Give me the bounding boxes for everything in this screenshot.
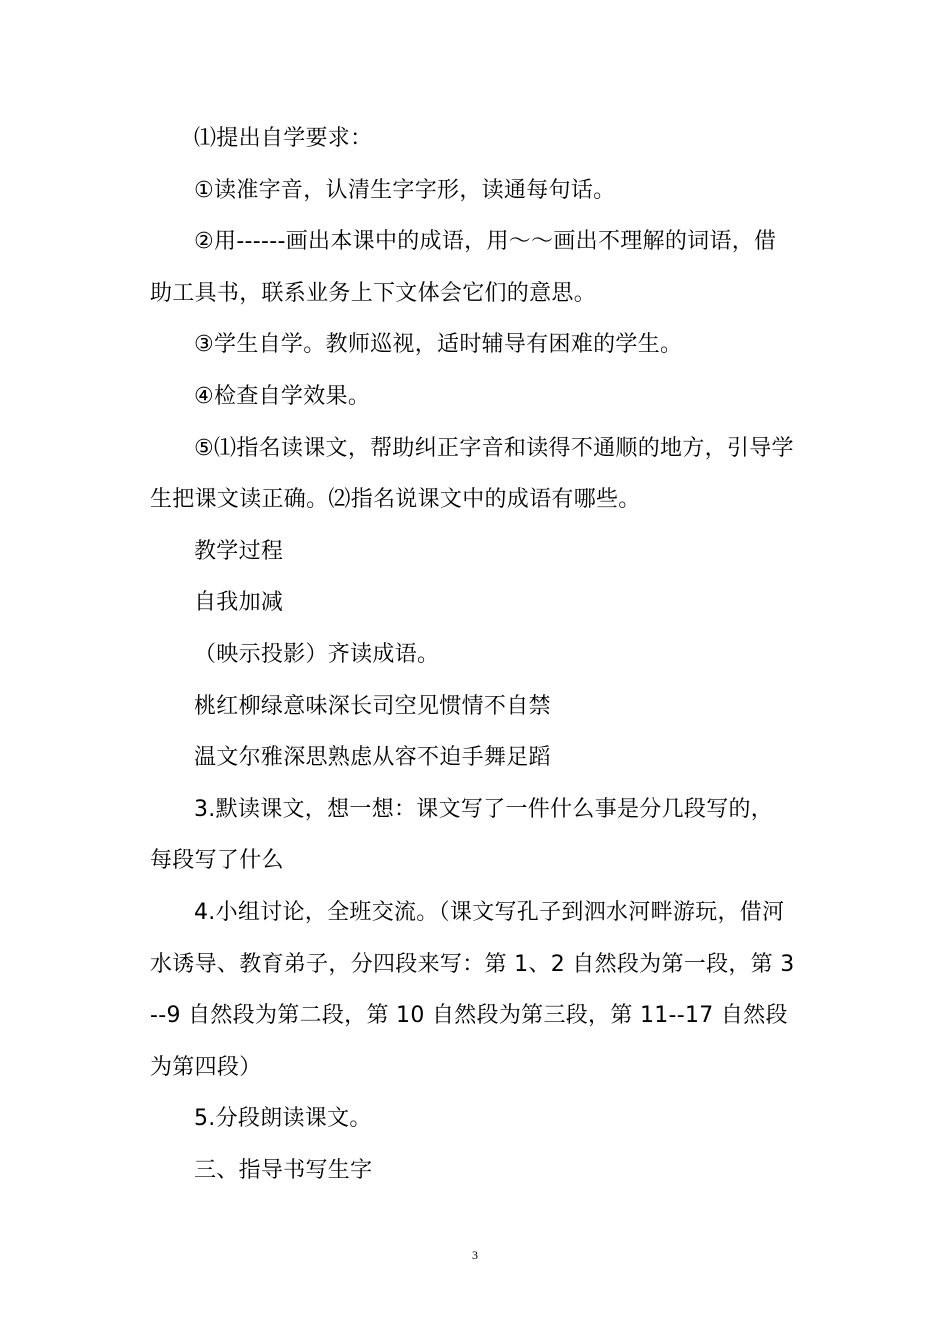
paragraph: ③学生自学。教师巡视，适时辅导有困难的学生。 [194, 332, 683, 358]
paragraph: （映示投影）齐读成语。 [194, 641, 440, 667]
paragraph: 5.分段朗读课文。 [194, 1106, 372, 1132]
page-number: 3 [472, 1248, 478, 1262]
paragraph: 3.默读课文，想一想：课文写了一件什么事是分几段写的，每段写了什么 [150, 796, 774, 874]
paragraph: ④检查自学效果。 [194, 383, 371, 409]
paragraph: ①读准字音，认清生字字形，读通每句话。 [194, 177, 616, 203]
idiom-list: 桃红柳绿意味深长司空见惯情不自禁 [194, 693, 551, 719]
paragraph: 4.小组讨论，全班交流。（课文写孔子到泗水河畔游玩，借河水诱导、教育弟子，分四段来写：第 1、2 自然段为第一段，第 3--9 自然段为第二段，第 10 自然段为第三段，第 11--17 自然段为第四段） [150, 899, 795, 1080]
section-heading: 三、指导书写生字 [194, 1157, 373, 1183]
idiom-list: 温文尔雅深思熟虑从容不迫手舞足蹈 [194, 745, 551, 771]
document-body [150, 113, 795, 1196]
paragraph: ⑴提出自学要求： [194, 126, 373, 151]
section-heading: 自我加减 [194, 590, 284, 616]
section-heading: 教学过程 [194, 538, 284, 564]
paragraph: ⑤⑴指名读课文，帮助纠正字音和读得不通顺的地方，引导学生把课文读正确。⑵指名说课文中的成语有哪些。 [150, 435, 794, 513]
paragraph: ②用------画出本课中的成语，用～～画出不理解的词语，借助工具书，联系业务上下文体会它们的意思。 [150, 229, 777, 306]
